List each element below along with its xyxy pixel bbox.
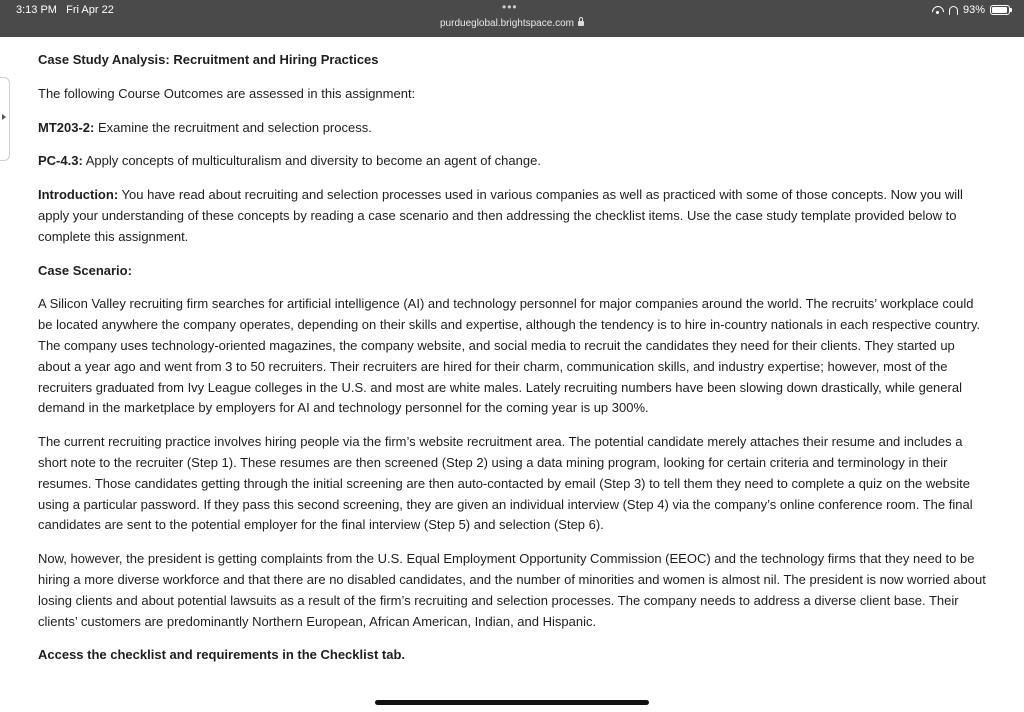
scenario-paragraph: The current recruiting practice involves hiring people via the firm’s website recruitment area. The potential candidate merely attaches their resume and includes a short note to the recruiter (Step 1). These resumes are then screened (Step 2) using a data mining program, looking for certain criteria and terminology in their resumes. Those candidates getting through the initial screening are then auto-contacted by email (Step 3) to tell them they need to complete a quiz on the website using a particular password. If they pass this second screening, they are given an individual interview (Step 4) via the company’s online conference room. The final candidates are sent to the potential employer for the final interview (Step 5) and selection (Step 6).	[38, 434, 973, 533]
chevron-right-icon	[2, 114, 6, 120]
status-indicators	[932, 4, 1010, 16]
outcome-mt203	[38, 118, 988, 139]
scenario-paragraph: A Silicon Valley recruiting firm searches for artificial intelligence (AI) and technology personnel for major companies around the world. The recruits’ workplace could be located anywhere the company operates, depending on their skills and expertise, although the tendency is to hire in-country nationals in each respective country. The company uses technology-oriented magazines, the company website, and social media to recruit the candidates they need for their clients. They started up about a year ago and went from 3 to 50 recruiters. Their recruiters are hired for their charm, communication skills, and industry expertise; however, most of the recruiters graduated from Ivy League colleges in the U.S. and most are white males. Lately recruiting numbers have been slowing down drastically, while general demand in the marketplace by employers for AI and technology personnel for the coming year is up 300%.	[38, 296, 981, 416]
status-bar	[0, 0, 1024, 37]
wifi-icon	[932, 5, 944, 15]
introduction-label: Introduction:	[38, 187, 119, 203]
headphones-icon	[949, 6, 958, 15]
home-indicator[interactable]	[375, 700, 649, 705]
assignment-content	[38, 50, 988, 679]
outcome-text: Apply concepts of multiculturalism and diversity to become an agent of change.	[82, 153, 541, 169]
url-text[interactable]: purdueglobal.brightspace.com	[440, 18, 574, 29]
outcome-code: PC-4.3:	[38, 153, 83, 169]
scenario-heading: Case Scenario:	[38, 262, 132, 278]
clock-time: 3:13 PM	[16, 4, 57, 16]
lock-icon	[578, 21, 584, 26]
clock-date: Fri Apr 22	[66, 4, 114, 16]
page-title: Case Study Analysis: Recruitment and Hiring Practices	[38, 52, 379, 67]
status-time	[16, 4, 114, 16]
outcome-code: MT203-2:	[38, 119, 95, 135]
battery-icon	[990, 5, 1010, 15]
battery-percent: 93%	[962, 4, 985, 16]
multitasking-dots-icon[interactable]: •••	[502, 0, 518, 14]
checklist-instruction: Access the checklist and requirements in the Checklist tab.	[38, 647, 406, 663]
outcome-pc43	[38, 151, 988, 172]
sidebar-toggle-tab[interactable]	[0, 77, 10, 161]
scenario-paragraph: Now, however, the president is getting complaints from the U.S. Equal Employment Opportunity Commission (EEOC) and the technology firms that they need to be hiring a more diverse workforce and that there are no disabled candidates, and the number of minorities and women is almost nil. The president is now worried about losing clients and about potential lawsuits as a result of the firm’s recruiting and selection processes. The company needs to address a diverse client base. Their clients’ customers are predominantly Northern European, African American, Indian, and Hispanic.	[38, 551, 986, 629]
outcome-text: Examine the recruitment and selection process.	[94, 119, 372, 135]
introduction-text: You have read about recruiting and selection processes used in various companies as well as practiced with some of those concepts. Now you will apply your understanding of these concepts by reading a case scenario and then addressing the checklist items. Use the case study template provided below to complete this assignment.	[38, 187, 963, 244]
outcomes-intro: The following Course Outcomes are assessed in this assignment:	[38, 85, 416, 101]
introduction	[38, 185, 988, 247]
address-bar[interactable]	[0, 18, 1024, 29]
